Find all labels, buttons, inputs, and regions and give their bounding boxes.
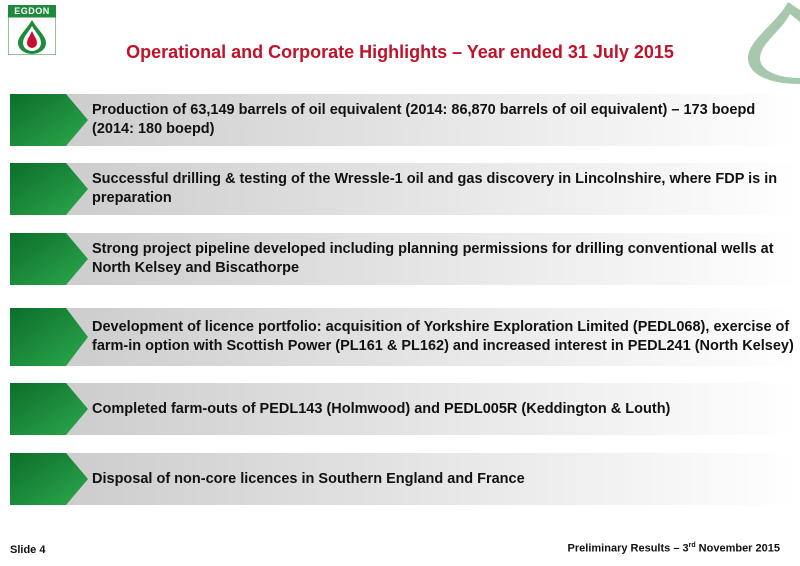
chevron-arrow-icon [10,94,90,146]
highlight-item [10,233,800,285]
footer-event-prefix: Preliminary Results – 3 [567,542,689,555]
slide-title: Operational and Corporate Highlights – Year ended 31 July 2015 [126,42,674,63]
highlight-item [10,308,800,366]
highlight-text: Production of 63,149 barrels of oil equivalent (2014: 86,870 barrels of oil equivalent) – 173 boepd (2014: 180 boepd) [92,102,756,137]
highlight-item [10,453,800,505]
chevron-arrow-icon [10,308,90,366]
highlight-text: Strong project pipeline developed including planning permissions for drilling conventional wells at North Kelsey and Biscathorpe [92,241,774,276]
chevron-arrow-icon [10,163,90,215]
chevron-arrow-icon [10,233,90,285]
corner-drop-icon [738,0,800,84]
footer-event-suffix: November 2015 [695,542,780,555]
egdon-logo [8,5,56,55]
highlight-item [10,163,800,215]
slide-number: Slide 4 [10,544,46,556]
footer-event [568,542,780,555]
highlight-text: Disposal of non-core licences in Southern England and France [92,470,525,487]
highlight-item [10,383,800,435]
chevron-arrow-icon [10,383,90,435]
logo-text: EGDON [8,5,56,17]
highlight-text: Development of licence portfolio: acquisition of Yorkshire Exploration Limited (PEDL068), exercise of farm-in option with Scottish Power (PL161 & PL162) and increased interest in PEDL241 (North Kelsey) [92,319,794,354]
highlight-item [10,94,800,146]
highlight-text: Completed farm-outs of PEDL143 (Holmwood) and PEDL005R (Keddington & Louth) [92,400,671,417]
highlight-text: Successful drilling & testing of the Wressle-1 oil and gas discovery in Lincolnshire, where FDP is in preparation [92,171,778,206]
chevron-arrow-icon [10,453,90,505]
footer-event-sup: rd [688,542,696,549]
oil-drop-icon [8,17,56,55]
